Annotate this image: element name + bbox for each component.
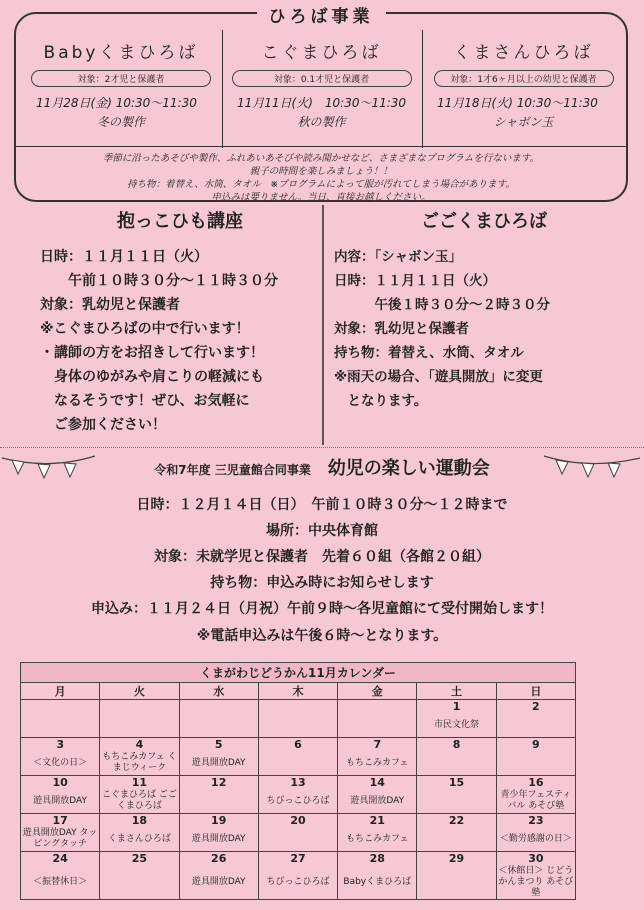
calendar-day-number xyxy=(100,700,179,714)
calendar-day-event: 市民文化祭 xyxy=(417,714,496,738)
dakko-section xyxy=(40,207,320,437)
gogo-body xyxy=(334,245,634,413)
calendar-day-event xyxy=(496,752,575,776)
calendar-day-event: もちこみカフェ xyxy=(338,752,417,776)
dow-header: 火 xyxy=(100,683,179,700)
gogo-line: 内容：「シャボン玉」 xyxy=(334,249,462,265)
dakko-line: 日時：１１月１１日（火） xyxy=(40,249,208,265)
hiroba-col-when: 11月18日(火) 10:30～11:30 xyxy=(437,96,598,110)
calendar-day-number: 13 xyxy=(258,776,337,790)
calendar-day-number xyxy=(338,700,417,714)
hiroba-col-when: 11月11日(火) 10:30～11:30 xyxy=(237,96,407,110)
calendar-day-number: 14 xyxy=(338,776,417,790)
gogo-section xyxy=(334,207,634,413)
calendar-day-event: 遊具開放DAY xyxy=(179,866,258,900)
calendar-day-event xyxy=(100,866,179,900)
calendar-day-event xyxy=(417,866,496,900)
calendar-day-number: 29 xyxy=(417,852,496,866)
gogo-line: となります。 xyxy=(334,393,428,409)
calendar-week-days xyxy=(21,700,576,714)
calendar-day-event: 遊具開放DAY xyxy=(21,790,100,814)
calendar-body xyxy=(21,700,576,900)
calendar-day-number: 9 xyxy=(496,738,575,752)
calendar-day-event: もちこみカフェ くまじウィーク xyxy=(100,752,179,776)
calendar-day-event xyxy=(179,714,258,738)
calendar-day-number xyxy=(21,700,100,714)
calendar-day-number: 25 xyxy=(100,852,179,866)
hiroba-title-wrap xyxy=(16,2,626,27)
dakko-line: 身体のゆがみや肩こりの軽減にも xyxy=(40,369,264,385)
calendar-day-event: 遊具開放DAY xyxy=(179,752,258,776)
calendar-day-event xyxy=(417,752,496,776)
hiroba-col-kumasan xyxy=(422,30,624,148)
sports-prefix: 令和7年度 三児童館合同事業 xyxy=(154,463,311,477)
calendar-week-events xyxy=(21,714,576,738)
dow-header: 土 xyxy=(417,683,496,700)
calendar-week-days xyxy=(21,814,576,828)
calendar-day-number: 10 xyxy=(21,776,100,790)
gogo-line: 午後１時３０分～２時３０分 xyxy=(334,297,550,313)
calendar-day-event: もちこみカフェ xyxy=(338,828,417,852)
sports-line: 対象：未就学児と保護者 先着６０組（各館２０組） xyxy=(154,549,490,565)
calendar-day-number: 19 xyxy=(179,814,258,828)
calendar-day-number: 18 xyxy=(100,814,179,828)
calendar-day-number: 20 xyxy=(258,814,337,828)
hiroba-col-what: 秋の製作 xyxy=(297,115,346,129)
calendar-day-event: こぐまひろば ごごくまひろば xyxy=(100,790,179,814)
calendar-day-number: 21 xyxy=(338,814,417,828)
dakko-line: 対象：乳幼児と保護者 xyxy=(40,297,180,313)
dow-header: 日 xyxy=(496,683,575,700)
calendar-day-event: ＜休館日＞ じどうかんまつり あそび塾 xyxy=(496,866,575,900)
hiroba-note: 申込みは要りません。当日、直接お越しください。 xyxy=(211,192,431,203)
calendar-week-events xyxy=(21,790,576,814)
sports-line: 持ち物：申込み時にお知らせします xyxy=(210,575,434,591)
calendar-day-number: 30 xyxy=(496,852,575,866)
calendar-day-number: 28 xyxy=(338,852,417,866)
calendar-day-number: 22 xyxy=(417,814,496,828)
calendar-day-event xyxy=(21,714,100,738)
dakko-title: 抱っこひも講座 xyxy=(117,211,243,232)
calendar-day-event xyxy=(179,790,258,814)
calendar-day-number: 17 xyxy=(21,814,100,828)
calendar-day-number: 11 xyxy=(100,776,179,790)
calendar-day-event: ＜文化の日＞ xyxy=(21,752,100,776)
calendar-week-events xyxy=(21,828,576,852)
hiroba-col-target: 対象：1才6ヶ月以上の幼児と保護者 xyxy=(434,70,614,87)
calendar-day-number: 23 xyxy=(496,814,575,828)
calendar-day-event xyxy=(496,714,575,738)
hiroba-col-when: 11月28日(金) 10:30～11:30 xyxy=(36,96,197,110)
hiroba-title: ひろば事業 xyxy=(257,7,386,27)
hiroba-col-koguma xyxy=(222,30,420,148)
sports-title: 幼児の楽しい運動会 xyxy=(327,458,490,479)
calendar-day-number: 12 xyxy=(179,776,258,790)
calendar-day-event xyxy=(338,714,417,738)
gogo-line: ※雨天の場合、「遊具開放」に変更 xyxy=(334,369,543,385)
dakko-line: ご参加ください！ xyxy=(40,417,166,433)
sports-line: ※電話申込みは午後６時～となります。 xyxy=(196,628,448,644)
calendar-day-number: 4 xyxy=(100,738,179,752)
calendar-day-number: 3 xyxy=(21,738,100,752)
hiroba-col-target: 対象：0.1才児と保護者 xyxy=(232,70,412,87)
hiroba-box xyxy=(14,7,628,203)
hiroba-divider xyxy=(16,146,626,147)
middle-divider xyxy=(322,205,324,445)
dow-header: 水 xyxy=(179,683,258,700)
sports-line: 日時：１２月１４日（日） 午前１０時３０分～１２時まで xyxy=(136,497,508,513)
calendar-table xyxy=(20,662,576,900)
gogo-title: ごごくまひろば xyxy=(421,211,547,232)
dow-header: 木 xyxy=(258,683,337,700)
hiroba-col-name: くまさんひろば xyxy=(453,43,594,63)
dow-header: 金 xyxy=(338,683,417,700)
hiroba-notes xyxy=(16,152,626,204)
calendar-day-number: 24 xyxy=(21,852,100,866)
calendar-day-number xyxy=(179,700,258,714)
calendar-day-number: 16 xyxy=(496,776,575,790)
calendar-day-number: 7 xyxy=(338,738,417,752)
hiroba-col-baby xyxy=(22,30,220,148)
calendar-day-event: ちびっこひろば xyxy=(258,790,337,814)
calendar-day-number: 8 xyxy=(417,738,496,752)
dakko-line: なるそうです！ぜひ、お気軽に xyxy=(40,393,250,409)
dakko-body xyxy=(40,245,320,437)
calendar-day-event: 遊具開放DAY xyxy=(179,828,258,852)
hiroba-note: 持ち物：着替え、水筒、タオル ※プログラムによって服が汚れてしまう場合があります。 xyxy=(127,179,515,190)
hiroba-col-target: 対象：2才児と保護者 xyxy=(31,70,211,87)
calendar-title: くまがわじどうかん11月カレンダー xyxy=(21,663,576,683)
calendar-day-event xyxy=(258,714,337,738)
calendar-week-days xyxy=(21,852,576,866)
calendar-day-number: 27 xyxy=(258,852,337,866)
calendar-day-event: ＜勤労感謝の日＞ xyxy=(496,828,575,852)
hiroba-col-name: こぐまひろば xyxy=(261,43,382,63)
hiroba-col-what: 冬の製作 xyxy=(96,115,145,129)
calendar-day-event xyxy=(417,790,496,814)
calendar-day-number: 5 xyxy=(179,738,258,752)
calendar-day-event: くまさんひろば xyxy=(100,828,179,852)
gogo-line: 持ち物：着替え、水筒、タオル xyxy=(334,345,524,361)
calendar-day-number xyxy=(258,700,337,714)
calendar-week-days xyxy=(21,738,576,752)
dakko-line: 午前１０時３０分～１１時３０分 xyxy=(40,273,278,289)
calendar-day-event: 遊具開放DAY タッピングタッチ xyxy=(21,828,100,852)
calendar-day-number: 26 xyxy=(179,852,258,866)
dakko-line: ※こぐまひろばの中で行います！ xyxy=(40,321,250,337)
calendar-day-number: 1 xyxy=(417,700,496,714)
calendar-day-event xyxy=(417,828,496,852)
calendar-day-event: Babyくまひろば xyxy=(338,866,417,900)
dow-header: 月 xyxy=(21,683,100,700)
calendar-day-event: 青少年フェスティバル あそび塾 xyxy=(496,790,575,814)
gogo-line: 対象：乳幼児と保護者 xyxy=(334,321,469,337)
calendar-week-days xyxy=(21,776,576,790)
calendar-week-events xyxy=(21,866,576,900)
dakko-line: ・講師の方をお招きして行います！ xyxy=(40,345,264,361)
hiroba-col-what: シャボン玉 xyxy=(493,115,554,129)
sports-line: 申込み：１１月２４日（月祝）午前９時～各児童館にて受付開始します！ xyxy=(91,601,553,617)
calendar-week-events xyxy=(21,752,576,776)
hiroba-col-name: Babyくまひろば xyxy=(43,43,199,63)
calendar-day-event: ＜振替休日＞ xyxy=(21,866,100,900)
sports-heading xyxy=(0,454,644,480)
calendar-day-event xyxy=(100,714,179,738)
calendar-day-number: 6 xyxy=(258,738,337,752)
hiroba-note: 親子の時間を楽しみましょう！！ xyxy=(249,166,393,177)
hiroba-note: 季節に沿ったあそびや製作、ふれあいあそびや読み聞かせなど、さまざまなプログラムを行ないます。 xyxy=(102,153,540,164)
sports-line: 場所：中央体育館 xyxy=(266,523,378,539)
calendar-day-event xyxy=(258,752,337,776)
calendar-dow-row xyxy=(21,683,576,700)
calendar-day-event: 遊具開放DAY xyxy=(338,790,417,814)
calendar-day-number: 2 xyxy=(496,700,575,714)
calendar-day-number: 15 xyxy=(417,776,496,790)
calendar-day-event xyxy=(258,828,337,852)
calendar-day-event: ちびっこひろば xyxy=(258,866,337,900)
gogo-line: 日時：１１月１１日（火） xyxy=(334,273,496,289)
